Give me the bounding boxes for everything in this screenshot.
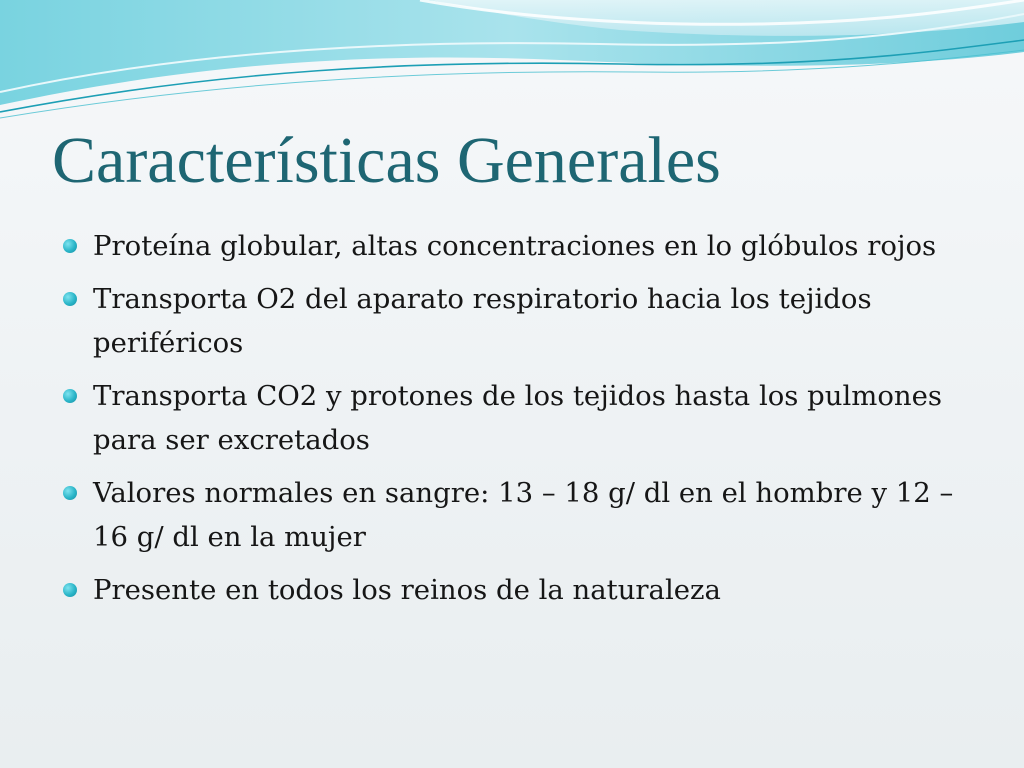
- bullet-dot-icon: [63, 239, 77, 253]
- bullet-dot-icon: [63, 292, 77, 306]
- bullet-dot-icon: [63, 486, 77, 500]
- bullet-item: [60, 471, 980, 559]
- bullet-text: Proteína globular, altas concentraciones en lo glóbulos rojos: [93, 230, 937, 262]
- slide-title: Características Generales: [52, 124, 721, 197]
- bullet-text: Transporta O2 del aparato respiratorio hacia los tejidos periféricos: [93, 283, 872, 359]
- header-wave-decoration: [0, 0, 1024, 130]
- bullet-dot-icon: [63, 583, 77, 597]
- bullet-item: [60, 224, 980, 268]
- bullet-list: [60, 224, 980, 621]
- bullet-dot-icon: [63, 389, 77, 403]
- bullet-text: Transporta CO2 y protones de los tejidos hasta los pulmones para ser excretados: [93, 380, 942, 456]
- bullet-item: [60, 277, 980, 365]
- bullet-text: Valores normales en sangre: 13 – 18 g/ dl en el hombre y 12 – 16 g/ dl en la mujer: [93, 477, 954, 553]
- bullet-item: [60, 568, 980, 612]
- bullet-item: [60, 374, 980, 462]
- bullet-text: Presente en todos los reinos de la naturaleza: [93, 574, 721, 606]
